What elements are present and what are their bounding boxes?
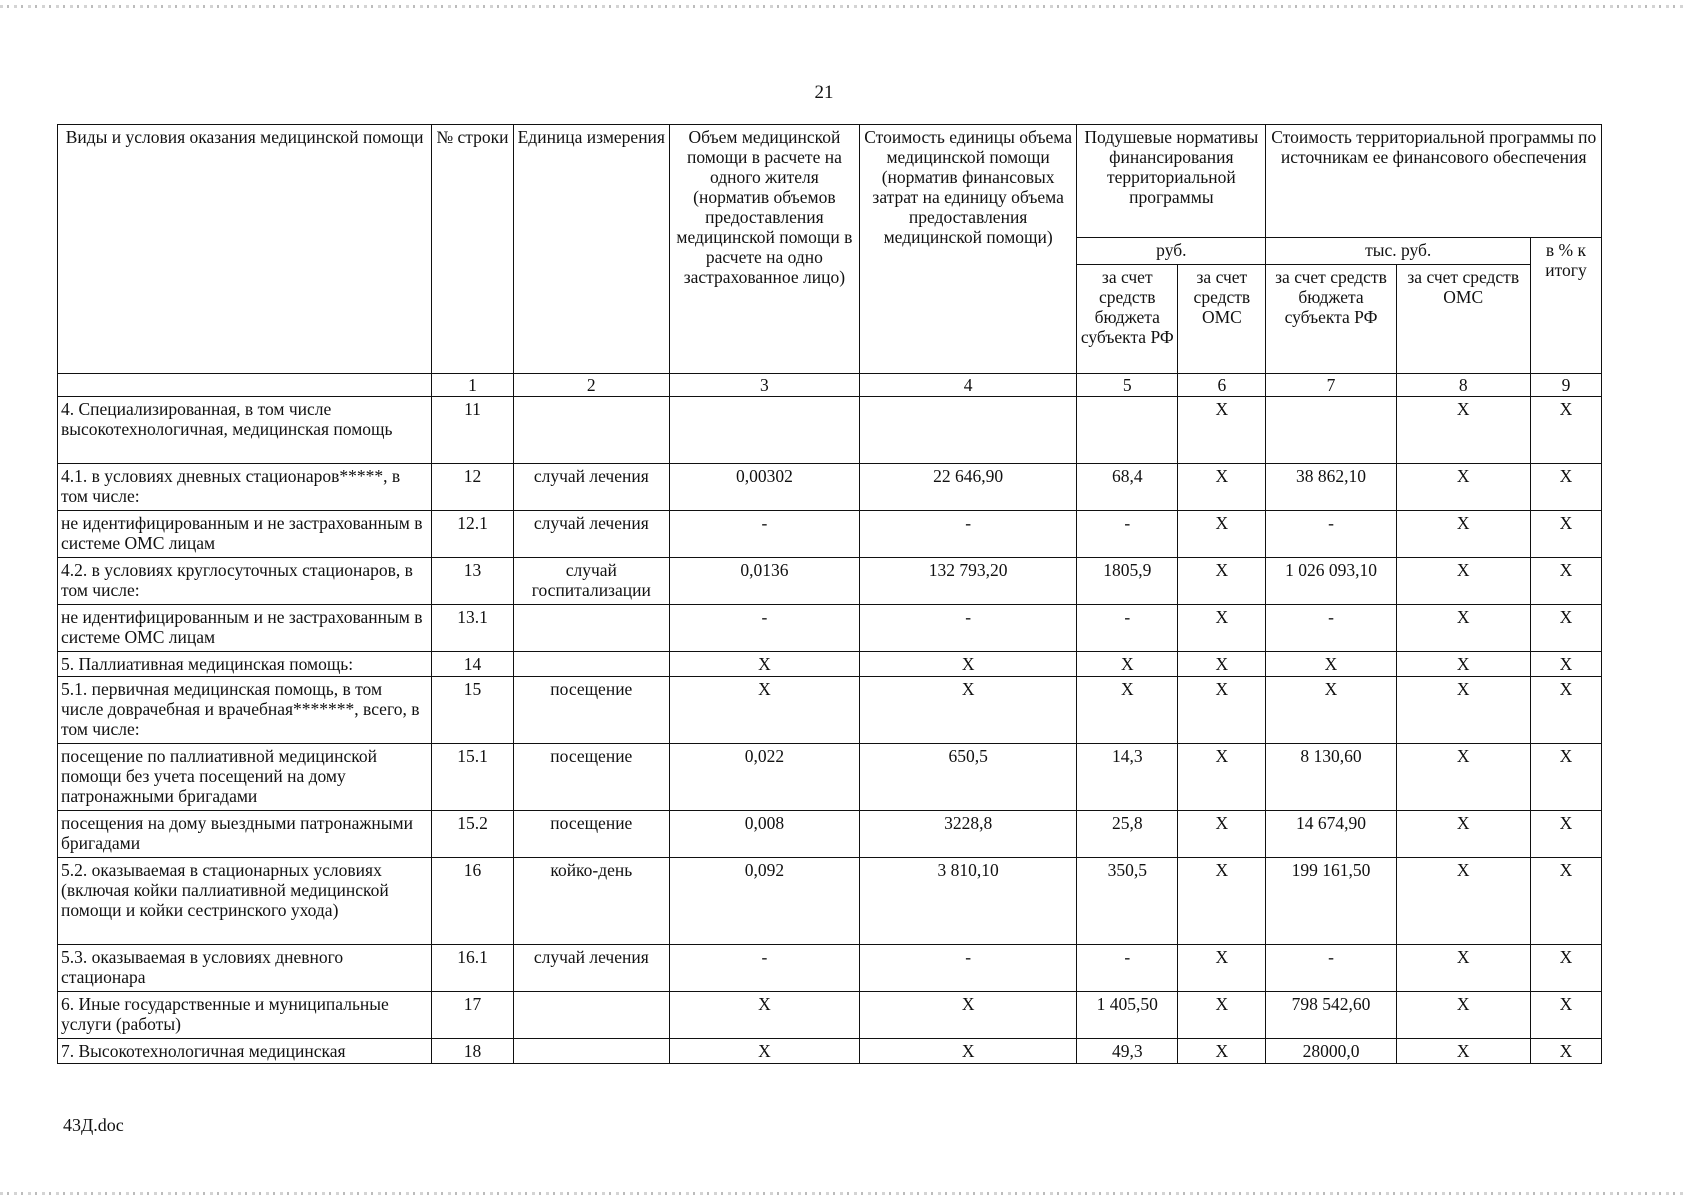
table-row [58, 605, 1602, 652]
row-per-capita-oms: X [1178, 558, 1266, 605]
row-volume: 0,022 [669, 744, 859, 811]
row-number: 16 [432, 858, 514, 945]
table-row [58, 744, 1602, 811]
row-unit: случай лечения [513, 511, 669, 558]
row-percent: X [1530, 677, 1601, 744]
row-cost-oms: X [1396, 811, 1530, 858]
row-cost-budget: 38 862,10 [1266, 464, 1396, 511]
row-cost-oms: X [1396, 677, 1530, 744]
column-number: 5 [1077, 374, 1178, 397]
row-unit-cost: X [860, 652, 1077, 677]
header-unit-rub: руб. [1077, 238, 1266, 265]
header-budget-rf-thousand: за счет средств бюджета субъекта РФ [1266, 265, 1396, 374]
row-per-capita-budget: 14,3 [1077, 744, 1178, 811]
row-percent: X [1530, 811, 1601, 858]
row-cost-oms: X [1396, 652, 1530, 677]
row-per-capita-oms: X [1178, 605, 1266, 652]
row-per-capita-budget: 49,3 [1077, 1039, 1178, 1064]
row-per-capita-oms: X [1178, 1039, 1266, 1064]
row-per-capita-oms: X [1178, 945, 1266, 992]
header-volume: Объем медицинской помощи в расчете на одного жителя (норматив объемов предоставления медицинской помощи в расчете на одно застрахованное лицо) [669, 125, 859, 374]
header-row-number: № строки [432, 125, 514, 374]
row-number: 15.1 [432, 744, 514, 811]
row-per-capita-budget: 1 405,50 [1077, 992, 1178, 1039]
row-per-capita-budget: - [1077, 511, 1178, 558]
row-cost-budget: 28000,0 [1266, 1039, 1396, 1064]
row-per-capita-oms: X [1178, 992, 1266, 1039]
header-oms: за счет средств ОМС [1178, 265, 1266, 374]
row-percent: X [1530, 464, 1601, 511]
row-volume: 0,00302 [669, 464, 859, 511]
header-program-cost-group: Стоимость территориальной программы по источникам ее финансового обеспечения [1266, 125, 1602, 238]
row-number: 12.1 [432, 511, 514, 558]
row-unit-cost: X [860, 1039, 1077, 1064]
header-budget-rf: за счет средств бюджета субъекта РФ [1077, 265, 1178, 374]
column-number: 3 [669, 374, 859, 397]
row-cost-oms: X [1396, 992, 1530, 1039]
header-per-capita-group: Подушевые нормативы финансирования территориальной программы [1077, 125, 1266, 238]
column-number: 9 [1530, 374, 1601, 397]
row-label: 7. Высокотехнологичная медицинская [58, 1039, 432, 1064]
table-row [58, 945, 1602, 992]
column-number [58, 374, 432, 397]
row-label: 5.3. оказываемая в условиях дневного стационара [58, 945, 432, 992]
header-unit-cost: Стоимость единицы объема медицинской помощи (норматив финансовых затрат на единицу объема предоставления медицинской помощи) [860, 125, 1077, 374]
row-unit: посещение [513, 744, 669, 811]
row-number: 14 [432, 652, 514, 677]
row-unit [513, 1039, 669, 1064]
row-unit: посещение [513, 811, 669, 858]
row-percent: X [1530, 558, 1601, 605]
row-per-capita-budget: 1805,9 [1077, 558, 1178, 605]
row-cost-budget: - [1266, 945, 1396, 992]
row-per-capita-budget: X [1077, 652, 1178, 677]
row-label: 6. Иные государственные и муниципальные услуги (работы) [58, 992, 432, 1039]
row-per-capita-budget [1077, 397, 1178, 464]
row-unit-cost: 22 646,90 [860, 464, 1077, 511]
row-label: 4.1. в условиях дневных стационаров*****, в том числе: [58, 464, 432, 511]
row-number: 11 [432, 397, 514, 464]
scan-edge-bottom [0, 1192, 1686, 1195]
table-row [58, 858, 1602, 945]
row-percent: X [1530, 397, 1601, 464]
table-row [58, 652, 1602, 677]
table-row [58, 992, 1602, 1039]
header-oms-thousand: за счет средств ОМС [1396, 265, 1530, 374]
row-number: 15 [432, 677, 514, 744]
row-label: 5.2. оказываемая в стационарных условиях (включая койки паллиативной медицинской помощи и койки сестринского ухода) [58, 858, 432, 945]
row-unit-cost: 650,5 [860, 744, 1077, 811]
row-number: 18 [432, 1039, 514, 1064]
row-percent: X [1530, 605, 1601, 652]
row-percent: X [1530, 744, 1601, 811]
row-cost-budget: 8 130,60 [1266, 744, 1396, 811]
row-label: 5. Паллиативная медицинская помощь: [58, 652, 432, 677]
table-row [58, 464, 1602, 511]
row-number: 12 [432, 464, 514, 511]
table-row [58, 1039, 1602, 1064]
row-per-capita-oms: X [1178, 677, 1266, 744]
header-percent-total: в % к итогу [1530, 238, 1601, 374]
row-volume: X [669, 992, 859, 1039]
scan-edge-top [0, 5, 1686, 8]
row-percent: X [1530, 652, 1601, 677]
row-cost-budget: 199 161,50 [1266, 858, 1396, 945]
row-number: 13 [432, 558, 514, 605]
row-per-capita-oms: X [1178, 744, 1266, 811]
row-cost-oms: X [1396, 464, 1530, 511]
header-unit-thousand-rub: тыс. руб. [1266, 238, 1530, 265]
row-cost-budget: 1 026 093,10 [1266, 558, 1396, 605]
row-number: 13.1 [432, 605, 514, 652]
footer-filename: 43Д.doc [63, 1115, 124, 1135]
row-cost-oms: X [1396, 511, 1530, 558]
row-unit [513, 992, 669, 1039]
row-unit [513, 652, 669, 677]
row-unit-cost: 132 793,20 [860, 558, 1077, 605]
row-cost-oms: X [1396, 858, 1530, 945]
row-volume: - [669, 605, 859, 652]
row-per-capita-budget: X [1077, 677, 1178, 744]
financing-table [57, 124, 1602, 1064]
row-percent: X [1530, 1039, 1601, 1064]
row-unit: койко-день [513, 858, 669, 945]
row-label: 4.2. в условиях круглосуточных стационаров, в том числе: [58, 558, 432, 605]
header-type-conditions: Виды и условия оказания медицинской помощи [58, 125, 432, 374]
row-unit-cost: - [860, 945, 1077, 992]
column-number: 1 [432, 374, 514, 397]
row-per-capita-oms: X [1178, 397, 1266, 464]
page-number: 21 [814, 82, 834, 103]
column-number: 6 [1178, 374, 1266, 397]
row-per-capita-oms: X [1178, 858, 1266, 945]
row-unit: случай госпитализации [513, 558, 669, 605]
row-per-capita-budget: 25,8 [1077, 811, 1178, 858]
row-per-capita-budget: - [1077, 605, 1178, 652]
row-unit-cost: 3228,8 [860, 811, 1077, 858]
row-cost-budget: - [1266, 605, 1396, 652]
column-number-row [58, 374, 1602, 397]
row-label: 4. Специализированная, в том числе высокотехнологичная, медицинская помощь [58, 397, 432, 464]
row-cost-oms: X [1396, 945, 1530, 992]
row-label: посещения на дому выездными патронажными бригадами [58, 811, 432, 858]
row-unit-cost [860, 397, 1077, 464]
row-unit-cost: - [860, 511, 1077, 558]
row-unit: посещение [513, 677, 669, 744]
row-volume: - [669, 945, 859, 992]
header-unit: Единица измерения [513, 125, 669, 374]
row-label: не идентифицированным и не застрахованным в системе ОМС лицам [58, 605, 432, 652]
row-cost-budget: X [1266, 677, 1396, 744]
row-volume: 0,008 [669, 811, 859, 858]
row-unit-cost: X [860, 677, 1077, 744]
row-volume [669, 397, 859, 464]
row-per-capita-oms: X [1178, 652, 1266, 677]
row-per-capita-oms: X [1178, 811, 1266, 858]
row-label: посещение по паллиативной медицинской помощи без учета посещений на дому патронажными бригадами [58, 744, 432, 811]
table-row [58, 511, 1602, 558]
row-cost-budget: - [1266, 511, 1396, 558]
row-volume: 0,0136 [669, 558, 859, 605]
column-number: 4 [860, 374, 1077, 397]
row-number: 15.2 [432, 811, 514, 858]
row-volume: - [669, 511, 859, 558]
row-cost-budget: 14 674,90 [1266, 811, 1396, 858]
row-percent: X [1530, 858, 1601, 945]
row-label: не идентифицированным и не застрахованным в системе ОМС лицам [58, 511, 432, 558]
row-per-capita-budget: 68,4 [1077, 464, 1178, 511]
row-cost-budget: 798 542,60 [1266, 992, 1396, 1039]
table-row [58, 397, 1602, 464]
row-label: 5.1. первичная медицинская помощь, в том числе доврачебная и врачебная*******, всего, в том числе: [58, 677, 432, 744]
column-number: 2 [513, 374, 669, 397]
row-percent: X [1530, 511, 1601, 558]
row-volume: X [669, 677, 859, 744]
row-unit-cost: X [860, 992, 1077, 1039]
row-per-capita-oms: X [1178, 464, 1266, 511]
row-cost-oms: X [1396, 744, 1530, 811]
row-unit: случай лечения [513, 945, 669, 992]
row-per-capita-budget: 350,5 [1077, 858, 1178, 945]
row-unit-cost: 3 810,10 [860, 858, 1077, 945]
row-volume: X [669, 652, 859, 677]
row-cost-oms: X [1396, 1039, 1530, 1064]
row-unit-cost: - [860, 605, 1077, 652]
row-per-capita-oms: X [1178, 511, 1266, 558]
row-cost-oms: X [1396, 605, 1530, 652]
column-number: 8 [1396, 374, 1530, 397]
row-unit [513, 605, 669, 652]
row-cost-budget [1266, 397, 1396, 464]
row-volume: X [669, 1039, 859, 1064]
row-per-capita-budget: - [1077, 945, 1178, 992]
row-number: 16.1 [432, 945, 514, 992]
row-cost-oms: X [1396, 397, 1530, 464]
header-row-1 [58, 125, 1602, 238]
table-row [58, 677, 1602, 744]
row-percent: X [1530, 945, 1601, 992]
row-volume: 0,092 [669, 858, 859, 945]
table-row [58, 811, 1602, 858]
row-unit [513, 397, 669, 464]
row-cost-budget: X [1266, 652, 1396, 677]
row-cost-oms: X [1396, 558, 1530, 605]
column-number: 7 [1266, 374, 1396, 397]
row-number: 17 [432, 992, 514, 1039]
table-row [58, 558, 1602, 605]
row-unit: случай лечения [513, 464, 669, 511]
row-percent: X [1530, 992, 1601, 1039]
